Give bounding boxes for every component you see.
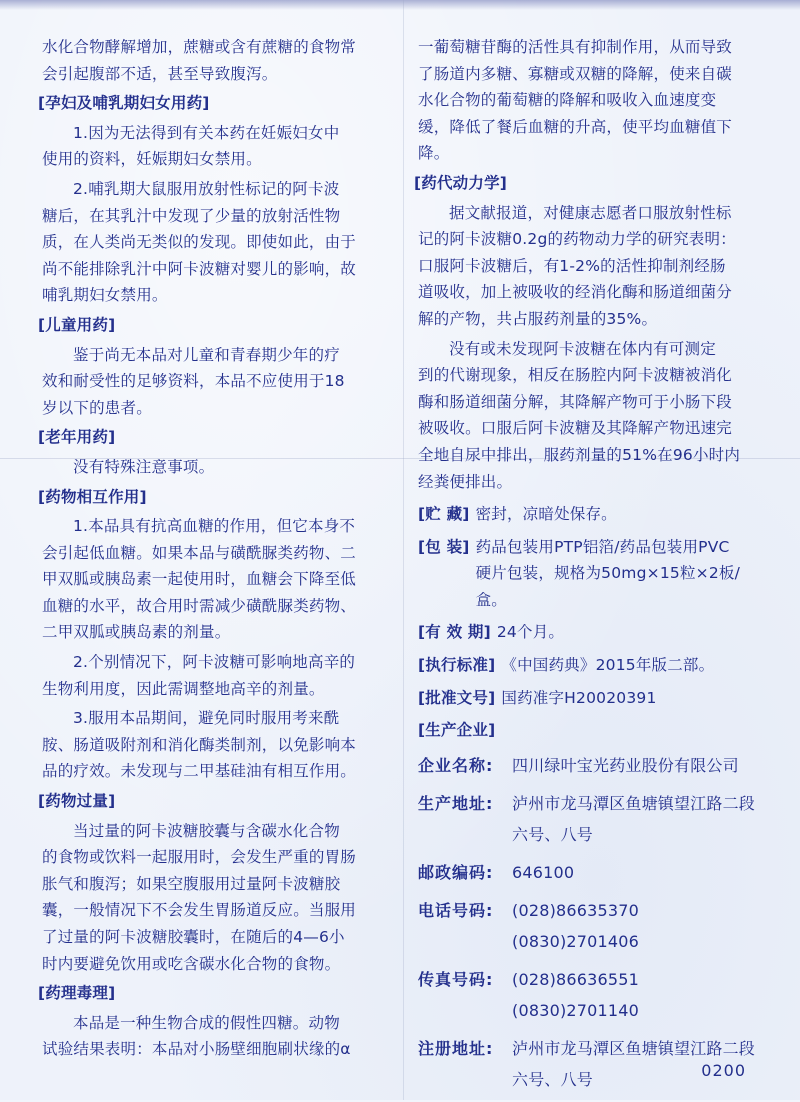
product-info-value: 国药准字H20020391	[501, 688, 657, 707]
product-info-label: [批准文号]	[418, 688, 496, 707]
product-info-row	[418, 652, 770, 679]
company-info-row	[418, 857, 770, 888]
product-info-value: 密封，凉暗处保存。	[475, 505, 617, 524]
section-heading: [老年用药]	[38, 428, 116, 447]
section-heading: [药理毒理]	[38, 984, 116, 1003]
body-paragraph: 3.服用本品期间，避免同时服用考来酰 胺、肠道吸附剂和消化酶类制剂，以免影响本 品的疗效。未发现与二甲基硅油有相互作用。	[42, 709, 357, 781]
body-paragraph: 一葡萄糖苷酶的活性具有抑制作用，从而导致 了肠道内多糖、寡糖或双糖的降解，使来自碳 水化合物的葡萄糖的降解和吸收入血速度变 缓，降低了餐后血糖的升高，使平均血糖值下 降。	[418, 38, 733, 163]
product-info-value: 24个月。	[496, 623, 565, 642]
product-info-block	[418, 501, 770, 744]
company-info-row	[418, 895, 770, 957]
section-heading: [药代动力学]	[414, 173, 508, 192]
right-text-flow	[414, 34, 770, 495]
product-info-row	[418, 685, 770, 712]
company-info-value: 646100	[512, 862, 575, 882]
body-paragraph: 水化合物酵解增加，蔗糖或含有蔗糖的食物常 会引起腹部不适，甚至导致腹泻。	[42, 38, 357, 83]
body-paragraph: 没有或未发现阿卡波糖在体内有可测定 到的代谢现象，相反在肠腔内阿卡波糖被消化 酶和肠道细菌分解，其降解产物可于小肠下段 被吸收。口服后阿卡波糖及其降解产物迅速完 全地自尿中排出，服药剂量的51%在96小时内 经粪便排出。	[418, 339, 741, 491]
fold-crease-vertical	[403, 0, 404, 1100]
body-paragraph: 1.因为无法得到有关本药在妊娠妇女中 使用的资料，妊娠期妇女禁用。	[42, 123, 340, 169]
product-info-label: [包 装]	[418, 537, 470, 556]
company-info-value: 四川绿叶宝光药业股份有限公司	[512, 755, 739, 775]
product-info-row	[418, 619, 770, 646]
product-info-label: [生产企业]	[418, 721, 496, 740]
left-text-column	[38, 34, 392, 1066]
body-paragraph: 本品是一种生物合成的假性四糖。动物 试验结果表明：本品对小肠壁细胞刷状缘的α	[42, 1013, 351, 1059]
company-info-value: 泸州市龙马潭区鱼塘镇望江路二段 六号、八号	[512, 1038, 756, 1089]
body-paragraph: 鉴于尚无本品对儿童和青春期少年的疗 效和耐受性的足够资料，本品不应使用于18 岁以下的患者。	[42, 345, 345, 417]
section-heading: [孕妇及哺乳期妇女用药]	[38, 94, 210, 113]
section-heading: [儿童用药]	[38, 315, 116, 334]
section-heading: [药物过量]	[38, 792, 116, 811]
company-info-label: 电话号码:	[418, 900, 494, 920]
company-info-label: 传真号码:	[418, 969, 494, 989]
product-info-value: 《中国药典》2015年版二部。	[501, 656, 715, 675]
section-heading: [药物相互作用]	[38, 487, 147, 506]
company-info-label: 邮政编码:	[418, 862, 494, 882]
body-paragraph: 当过量的阿卡波糖胶囊与含碳水化合物 的食物或饮料一起服用时，会发生严重的胃肠 胀气和腹泻；如果空腹服用过量阿卡波糖胶 囊，一般情况下不会发生胃肠道反应。当服用 了过量的阿卡波糖胶囊时，在随后的4—6小 时内要避免饮用或吃含碳水化合物的食物。	[42, 821, 357, 973]
body-paragraph: 2.哺乳期大鼠服用放射性标记的阿卡波 糖后，在其乳汁中发现了少量的放射活性物 质，在人类尚无类似的发现。即使如此，由于 尚不能排除乳汁中阿卡波糖对婴儿的影响，故 哺乳期妇女禁用。	[42, 179, 357, 305]
product-info-label: [贮 藏]	[418, 505, 470, 524]
company-info-label: 生产地址:	[418, 793, 494, 813]
product-info-label: [执行标准]	[418, 656, 496, 675]
right-text-column	[414, 34, 770, 1102]
company-info-row	[418, 964, 770, 1026]
product-info-row	[418, 501, 770, 528]
product-info-label: [有 效 期]	[418, 623, 491, 642]
company-info-value: (028)86636551 (0830)2701140	[512, 969, 640, 1020]
top-print-bleed	[0, 0, 800, 10]
page-code: 0200	[701, 1061, 746, 1080]
body-paragraph: 2.个别情况下，阿卡波糖可影响地高辛的 生物利用度，因此需调整地高辛的剂量。	[42, 653, 356, 698]
product-info-row	[418, 534, 770, 614]
product-info-row	[418, 717, 770, 744]
company-info-value: 泸州市龙马潭区鱼塘镇望江路二段 六号、八号	[512, 793, 756, 844]
body-paragraph: 1.本品具有抗高血糖的作用，但它本身不 会引起低血糖。如果本品与磺酰脲类药物、二 甲双胍或胰岛素一起使用时，血糖会下降至低 血糖的水平，故合用时需减少磺酰脲类药物、 二甲双胍或胰岛素的剂量。	[42, 517, 357, 642]
company-info-label: 注册地址:	[418, 1038, 494, 1058]
company-info-row	[418, 788, 770, 850]
product-info-value: 药品包装用PTP铝箔/药品包装用PVC 硬片包装，规格为50mg×15粒×2板/盒。	[475, 537, 741, 609]
company-info-row	[418, 750, 770, 781]
body-paragraph: 据文献报道，对健康志愿者口服放射性标 记的阿卡波糖0.2g的药物动力学的研究表明： 口服阿卡波糖后，有1-2%的活性抑制剂经肠 道吸收，加上被吸收的经消化酶和肠道细菌分 解的产物，共占服药剂量的35%。	[418, 203, 736, 328]
body-paragraph: 没有特殊注意事项。	[73, 457, 215, 476]
manufacturer-info-block	[418, 750, 770, 1095]
company-info-value: (028)86635370 (0830)2701406	[512, 900, 640, 951]
company-info-label: 企业名称:	[418, 755, 494, 775]
